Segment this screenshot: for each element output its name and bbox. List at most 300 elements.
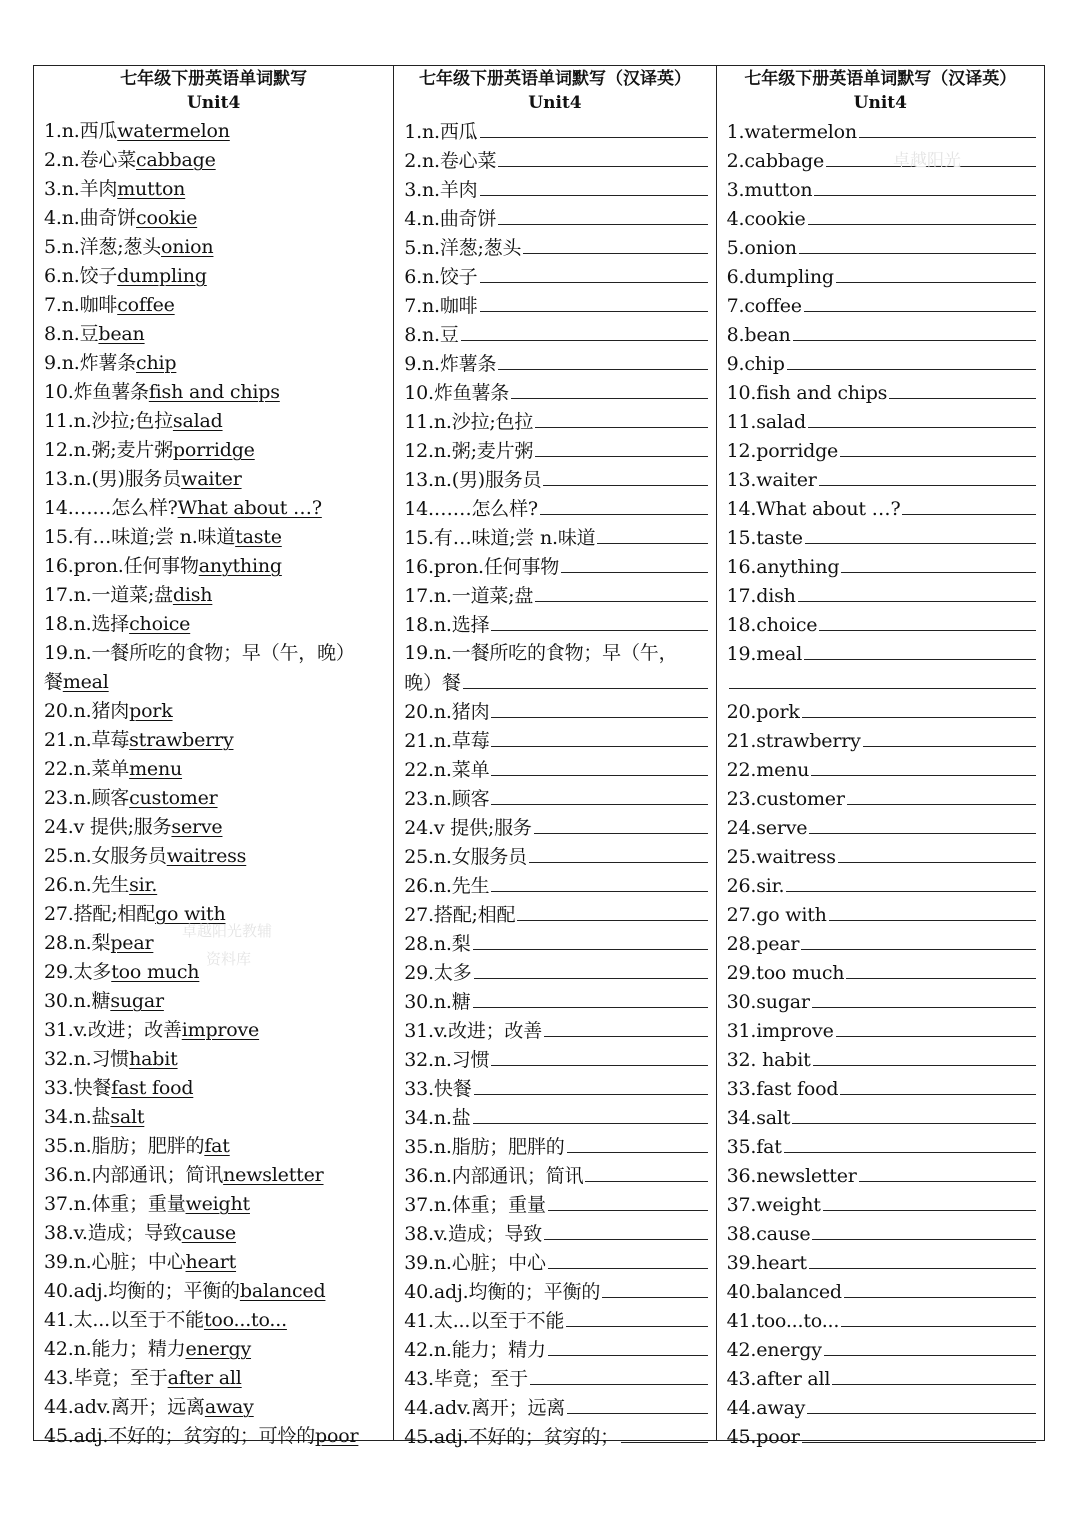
answer-blank	[808, 204, 1036, 225]
item-english: dumpling	[117, 265, 207, 287]
item-chinese: n.体重；重量	[73, 1193, 186, 1215]
list-item	[404, 581, 707, 610]
item-english: pork	[129, 700, 173, 722]
list-item	[404, 552, 707, 581]
list-item	[44, 233, 385, 262]
list-item	[727, 407, 1036, 436]
prompt-text: 7.coffee	[726, 295, 802, 317]
list-item	[44, 1277, 385, 1306]
list-item	[727, 523, 1036, 552]
header-title: 七年级下册英语单词默写	[120, 69, 308, 89]
list-item	[404, 494, 707, 523]
list-item	[727, 1016, 1036, 1045]
item-chinese: n.卷心菜	[61, 149, 137, 171]
list-item	[727, 1074, 1036, 1103]
list-item	[404, 320, 707, 349]
prompt-text: 10.炸鱼薯条	[404, 382, 510, 404]
answer-blank	[548, 1335, 708, 1356]
item-english: go with	[155, 903, 226, 925]
item-chinese: 餐	[44, 671, 63, 693]
answer-blank	[819, 610, 1036, 631]
item-number: 16.	[44, 555, 74, 577]
item-chinese: 太多	[73, 961, 112, 983]
list-item	[44, 1074, 385, 1103]
item-number: 30.	[44, 990, 74, 1012]
list-item	[727, 1306, 1036, 1335]
list-item	[404, 900, 707, 929]
list-item	[727, 1422, 1036, 1451]
list-item	[44, 1219, 385, 1248]
item-english: newsletter	[223, 1164, 324, 1186]
list-item	[727, 726, 1036, 755]
answer-blank	[597, 523, 707, 544]
list-item	[404, 755, 707, 784]
prompt-text: 9.chip	[726, 353, 785, 375]
list-item	[404, 1306, 707, 1335]
item-english: porridge	[172, 439, 255, 461]
prompt-text: 21.n.草莓	[404, 730, 490, 752]
list-item	[404, 987, 707, 1016]
list-item	[727, 1045, 1036, 1074]
chinese-prompt-column	[393, 66, 715, 1448]
answer-blank	[534, 813, 708, 834]
list-item	[404, 1074, 707, 1103]
list-item	[44, 320, 385, 349]
item-english: too...to...	[203, 1309, 287, 1331]
item-chinese: n.顾客	[73, 787, 130, 809]
list-item	[44, 784, 385, 813]
list-item	[727, 1161, 1036, 1190]
list-item	[44, 1335, 385, 1364]
item-number: 22.	[44, 758, 74, 780]
prompt-text: 39.heart	[726, 1252, 807, 1274]
prompt-text: 2.n.卷心菜	[404, 150, 497, 172]
list-item	[44, 494, 385, 523]
list-item	[727, 436, 1036, 465]
list-item	[44, 1248, 385, 1277]
list-item	[727, 784, 1036, 813]
item-chinese: n.能力；精力	[73, 1338, 186, 1360]
prompt-text: 18.n.选择	[404, 614, 490, 636]
item-number: 20.	[44, 700, 74, 722]
prompt-text: 8.bean	[726, 324, 791, 346]
item-english: salad	[172, 410, 223, 432]
answer-blank	[548, 1190, 708, 1211]
answer-blank	[544, 1219, 708, 1240]
item-english: fat	[204, 1135, 230, 1157]
item-english: habit	[129, 1048, 178, 1070]
item-number: 24.	[44, 816, 74, 838]
answer-blank	[463, 668, 708, 689]
item-chinese: n.习惯	[73, 1048, 130, 1070]
answer-blank	[792, 1103, 1036, 1124]
answer-blank	[543, 465, 707, 486]
prompt-text: 39.n.心脏；中心	[404, 1252, 546, 1274]
list-item	[404, 175, 707, 204]
item-chinese: n.洋葱;葱头	[61, 236, 162, 258]
prompt-text: 43.毕竟；至于	[404, 1368, 528, 1390]
list-item	[727, 958, 1036, 987]
list-item	[727, 349, 1036, 378]
list-item	[404, 1045, 707, 1074]
answer-blank	[566, 1306, 707, 1327]
list-item	[404, 1132, 707, 1161]
answer-blank	[802, 697, 1036, 718]
answer-blank	[474, 958, 708, 979]
answer-blank	[804, 639, 1036, 660]
list-item	[727, 668, 1036, 697]
prompt-text: 29.too much	[726, 962, 845, 984]
prompt-text: 36.n.内部通讯；简讯	[404, 1165, 584, 1187]
answer-blank	[846, 958, 1036, 979]
item-number: 17.	[44, 584, 74, 606]
item-english: improve	[181, 1019, 260, 1041]
list-item	[727, 581, 1036, 610]
prompt-text: 37.weight	[726, 1194, 821, 1216]
item-english: serve	[171, 816, 223, 838]
item-number: 32.	[44, 1048, 74, 1070]
list-item	[44, 581, 385, 610]
list-item	[727, 320, 1036, 349]
list-item	[404, 1016, 707, 1045]
item-english: customer	[129, 787, 218, 809]
item-number: 11.	[44, 410, 74, 432]
answer-blank	[621, 1422, 708, 1443]
list-item	[44, 842, 385, 871]
item-number: 33.	[44, 1077, 74, 1099]
list-item	[44, 262, 385, 291]
answer-blank	[814, 175, 1036, 196]
answer-blank	[847, 784, 1036, 805]
item-english: cookie	[136, 207, 198, 229]
list-item	[404, 378, 707, 407]
prompt-text: 7.n.咖啡	[404, 295, 478, 317]
prompt-text: 17.dish	[726, 585, 796, 607]
answer-blank	[474, 1074, 708, 1095]
list-item	[44, 697, 385, 726]
list-item	[404, 639, 707, 668]
item-number: 36.	[44, 1164, 74, 1186]
watermark: 卓越阳光教辅	[182, 922, 273, 940]
answer-blank	[540, 494, 708, 515]
answer-blank	[567, 1393, 708, 1414]
list-item	[44, 668, 385, 697]
item-number: 15.	[44, 526, 74, 548]
item-number: 19.	[44, 642, 74, 664]
prompt-text: 25.waitress	[726, 846, 836, 868]
item-chinese: n.曲奇饼	[61, 207, 137, 229]
answer-blank	[491, 871, 707, 892]
item-number: 12.	[44, 439, 74, 461]
prompt-text: 20.n.猪肉	[404, 701, 490, 723]
answer-blank	[729, 668, 1036, 689]
prompt-text: 32. habit	[726, 1049, 811, 1071]
item-chinese: n.豆	[61, 323, 99, 345]
prompt-text: 35.fat	[726, 1136, 782, 1158]
prompt-text: 11.n.沙拉;色拉	[404, 411, 534, 433]
answer-blank	[840, 436, 1036, 457]
item-number: 14.	[44, 497, 74, 519]
item-english: taste	[235, 526, 282, 548]
list-item	[727, 813, 1036, 842]
item-number: 8.	[44, 323, 62, 345]
answer-blank	[491, 755, 707, 776]
prompt-text: 13.waiter	[726, 469, 817, 491]
list-item	[727, 842, 1036, 871]
list-item	[44, 552, 385, 581]
list-item	[44, 204, 385, 233]
list-item	[404, 407, 707, 436]
item-english: fish and chips	[148, 381, 280, 403]
item-number: 3.	[44, 178, 62, 200]
answer-blank	[801, 929, 1036, 950]
item-english: chip	[136, 352, 177, 374]
answer-list	[34, 117, 393, 1451]
list-item	[727, 697, 1036, 726]
prompt-text: 1.n.西瓜	[404, 121, 478, 143]
prompt-text: 6.dumpling	[726, 266, 834, 288]
item-chinese: n.粥;麦片粥	[73, 439, 173, 461]
list-item	[727, 871, 1036, 900]
list-item	[404, 958, 707, 987]
vocabulary-sheet	[33, 65, 1045, 1448]
list-item	[727, 639, 1036, 668]
item-chinese: n.梨	[73, 932, 111, 954]
prompt-text: 3.mutton	[726, 179, 813, 201]
prompt-text: 12.porridge	[726, 440, 839, 462]
prompt-text: 6.n.饺子	[404, 266, 478, 288]
list-item	[404, 1248, 707, 1277]
list-item	[404, 233, 707, 262]
item-number: 38.	[44, 1222, 74, 1244]
answer-blank	[841, 552, 1036, 573]
item-chinese: 快餐	[73, 1077, 112, 1099]
list-item	[404, 842, 707, 871]
answer-blank	[807, 1393, 1036, 1414]
answer-blank	[836, 262, 1036, 283]
item-number: 41.	[44, 1309, 74, 1331]
prompt-text: 18.choice	[726, 614, 818, 636]
list-item	[404, 871, 707, 900]
item-english: balanced	[239, 1280, 326, 1302]
item-chinese: 搭配;相配	[73, 903, 156, 925]
prompt-text: 26.sir.	[726, 875, 785, 897]
prompt-text: 11.salad	[726, 411, 806, 433]
list-item	[404, 1422, 707, 1451]
prompt-text: 38.cause	[726, 1223, 811, 1245]
prompt-text: 10.fish and chips	[726, 382, 888, 404]
prompt-text: 33.快餐	[404, 1078, 472, 1100]
answer-blank	[473, 987, 708, 1008]
answer-blank	[511, 378, 708, 399]
header-unit: Unit4	[186, 93, 241, 113]
prompt-text: 45.adj.不好的；贫穷的；	[404, 1426, 619, 1448]
item-english: mutton	[117, 178, 186, 200]
prompt-text: 16.pron.任何事物	[404, 556, 560, 578]
prompt-text: 2.cabbage	[726, 150, 824, 172]
list-item	[727, 1132, 1036, 1161]
answer-blank	[841, 1306, 1036, 1327]
list-item	[404, 349, 707, 378]
answer-blank	[844, 1277, 1036, 1298]
prompt-text: 24.v 提供;服务	[404, 817, 532, 839]
item-number: 18.	[44, 613, 74, 635]
list-item	[404, 1335, 707, 1364]
answer-blank	[602, 1277, 708, 1298]
list-item	[727, 1364, 1036, 1393]
item-english: poor	[315, 1425, 359, 1447]
prompt-text: 1.watermelon	[726, 121, 857, 143]
column-header	[394, 66, 715, 117]
answer-blank	[804, 291, 1036, 312]
answer-blank	[529, 842, 708, 863]
item-chinese: n.猪肉	[73, 700, 130, 722]
item-chinese: n.(男)服务员	[73, 468, 182, 490]
list-item	[44, 1103, 385, 1132]
prompt-text: 14.……怎么样?	[404, 498, 538, 520]
item-chinese: n.盐	[73, 1106, 111, 1128]
item-chinese: n.咖啡	[61, 294, 118, 316]
item-number: 42.	[44, 1338, 74, 1360]
prompt-text: 14.What about …?	[726, 498, 901, 520]
prompt-text: 44.adv.离开；远离	[404, 1397, 566, 1419]
item-number: 37.	[44, 1193, 74, 1215]
list-item	[727, 233, 1036, 262]
header-title: 七年级下册英语单词默写（汉译英）	[418, 69, 691, 89]
answer-blank	[838, 842, 1036, 863]
prompt-text: 17.n.一道菜;盘	[404, 585, 534, 607]
answer-blank	[548, 1248, 708, 1269]
list-item	[44, 813, 385, 842]
answer-blank	[809, 813, 1036, 834]
item-chinese: 毕竟；至于	[73, 1367, 168, 1389]
item-english: bean	[98, 323, 145, 345]
item-english: choice	[129, 613, 191, 635]
list-item	[727, 175, 1036, 204]
prompt-text: 42.energy	[726, 1339, 822, 1361]
prompt-text: 31.improve	[726, 1020, 834, 1042]
answer-blank	[585, 1161, 707, 1182]
answer-blank	[491, 726, 707, 747]
prompt-text: 29.太多	[404, 962, 472, 984]
answer-blank	[530, 1364, 708, 1385]
answer-blank	[798, 581, 1036, 602]
prompt-text: 15.taste	[726, 527, 803, 549]
header-unit: Unit4	[528, 93, 582, 113]
list-item	[44, 117, 385, 146]
item-chinese: n.内部通讯；简讯	[73, 1164, 224, 1186]
prompt-text: 19.meal	[726, 643, 803, 665]
prompt-text: 32.n.习惯	[404, 1049, 490, 1071]
list-item	[404, 436, 707, 465]
item-english: cause	[181, 1222, 236, 1244]
list-item	[727, 1248, 1036, 1277]
column-header	[717, 66, 1044, 117]
prompt-text: 15.有…味道;尝 n.味道	[404, 527, 596, 549]
list-item	[44, 146, 385, 175]
item-english: heart	[185, 1251, 237, 1273]
answer-column	[34, 66, 393, 1447]
item-number: 35.	[44, 1135, 74, 1157]
prompt-text: 晚）餐	[404, 672, 461, 694]
prompt-text: 43.after all	[726, 1368, 831, 1390]
answer-blank	[491, 1045, 707, 1066]
list-item	[404, 262, 707, 291]
item-chinese: n.菜单	[73, 758, 130, 780]
list-item	[404, 291, 707, 320]
list-item	[727, 1335, 1036, 1364]
answer-blank	[480, 291, 708, 312]
list-item	[727, 378, 1036, 407]
prompt-text: 13.n.(男)服务员	[404, 469, 542, 491]
answer-blank	[544, 1016, 708, 1037]
prompt-text: 41.too...to...	[726, 1310, 840, 1332]
item-english: cabbage	[136, 149, 216, 171]
item-english: meal	[62, 671, 109, 693]
item-chinese: n.羊肉	[61, 178, 118, 200]
header-unit: Unit4	[853, 93, 907, 113]
answer-blank	[805, 523, 1036, 544]
list-item	[44, 1132, 385, 1161]
list-item	[727, 146, 1036, 175]
prompt-text: 20.pork	[726, 701, 800, 723]
list-item	[44, 900, 385, 929]
list-item	[727, 291, 1036, 320]
prompt-text: 27.搭配;相配	[404, 904, 516, 926]
list-item	[404, 146, 707, 175]
item-english: strawberry	[129, 729, 234, 751]
list-item	[404, 1393, 707, 1422]
item-number: 1.	[44, 120, 62, 142]
prompt-text: 12.n.粥;麦片粥	[404, 440, 534, 462]
item-chinese: n.饺子	[61, 265, 118, 287]
prompt-text: 41.太...以至于不能	[404, 1310, 565, 1332]
item-chinese: n.沙拉;色拉	[73, 410, 173, 432]
answer-blank	[786, 871, 1036, 892]
prompt-text: 27.go with	[726, 904, 827, 926]
list-item	[404, 1190, 707, 1219]
item-english: menu	[129, 758, 183, 780]
item-english: salt	[110, 1106, 145, 1128]
answer-blank	[473, 1103, 708, 1124]
list-item	[727, 1103, 1036, 1132]
list-item	[404, 813, 707, 842]
prompt-text: 21.strawberry	[726, 730, 861, 752]
answer-blank	[809, 1248, 1036, 1269]
list-item	[44, 407, 385, 436]
list-item	[404, 726, 707, 755]
prompt-list	[717, 117, 1044, 1451]
answer-blank	[799, 233, 1036, 254]
list-item	[44, 929, 385, 958]
answer-blank	[829, 900, 1036, 921]
item-english: onion	[161, 236, 214, 258]
item-number: 13.	[44, 468, 74, 490]
list-item	[404, 1161, 707, 1190]
item-english: after all	[167, 1367, 242, 1389]
answer-blank	[823, 1190, 1036, 1211]
list-item	[404, 465, 707, 494]
list-item	[727, 610, 1036, 639]
list-item	[727, 1393, 1036, 1422]
item-number: 43.	[44, 1367, 74, 1389]
list-item	[727, 987, 1036, 1016]
answer-blank	[826, 146, 1036, 167]
answer-blank	[819, 465, 1036, 486]
item-number: 21.	[44, 729, 74, 751]
item-number: 2.	[44, 149, 62, 171]
prompt-text: 24.serve	[726, 817, 808, 839]
